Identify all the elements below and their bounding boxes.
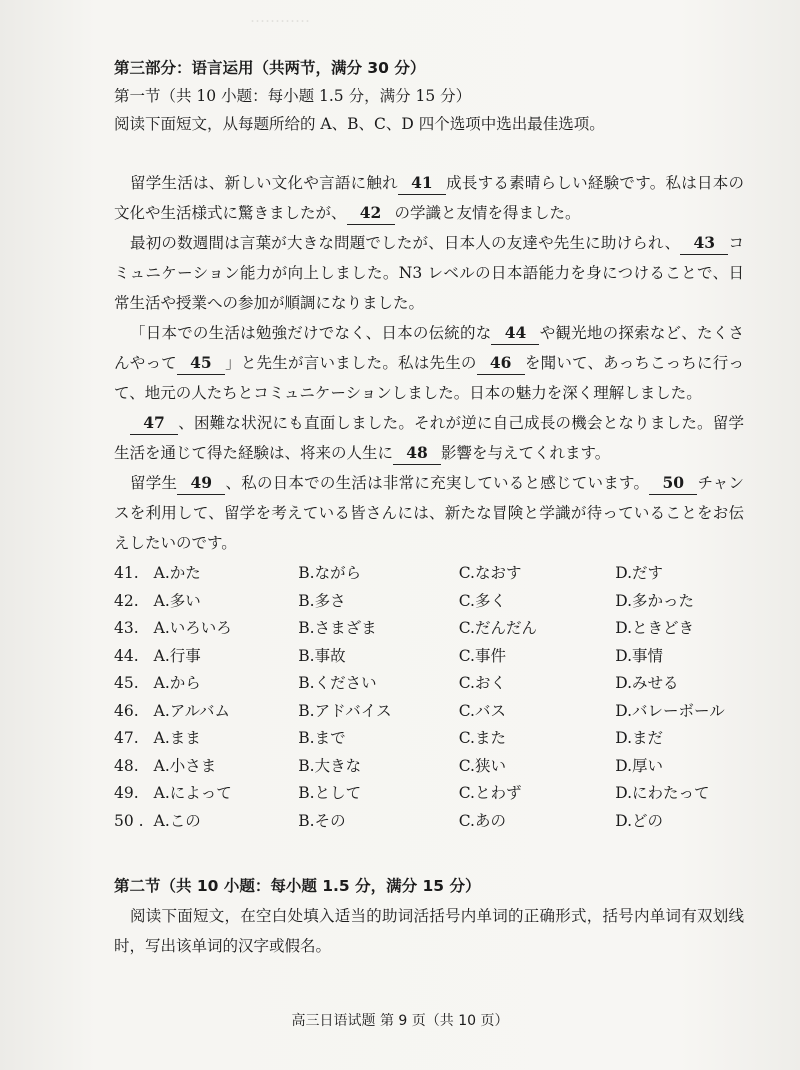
option-c: C.多く <box>458 591 506 610</box>
blank-41: 41 <box>398 172 446 195</box>
section1-instruction: 阅读下面短文，从每题所给的 A、B、C、D 四个选项中选出最佳选项。 <box>114 115 605 133</box>
option-d: D.厚い <box>615 756 664 775</box>
passage-paragraph-5 <box>114 468 744 558</box>
option-row-48 <box>114 753 744 781</box>
option-d: D.どの <box>615 811 664 830</box>
passage-text: を聞いて、あっちこっちに行って、地元の人たちとコミュニケーションしました。日本の魅力を深く理解しました。 <box>114 354 744 402</box>
option-b: B.大きな <box>298 756 362 775</box>
page-footer: 高三日语试题 第 9 页（共 10 页） <box>291 1013 509 1029</box>
section2-title: 第二节（共 10 小题：每小题 1.5 分，满分 15 分） <box>114 877 481 895</box>
option-b: B.まで <box>298 729 346 747</box>
passage-paragraph-4 <box>114 408 744 468</box>
option-c: C.とわず <box>458 784 522 802</box>
blank-49: 49 <box>177 472 225 495</box>
options-list <box>114 560 744 835</box>
question-number: 49. <box>114 784 139 802</box>
option-row-45 <box>114 670 744 698</box>
option-c: C.また <box>458 729 506 747</box>
option-a: A.かた <box>153 564 201 582</box>
question-number: 43. <box>114 619 139 637</box>
blank-47: 47 <box>130 412 178 435</box>
option-c: C.バス <box>458 701 506 720</box>
option-row-44 <box>114 643 744 671</box>
passage-text: 最初の数週間は言葉が大きな問題でしたが、日本人の友達や先生に助けられ、 <box>130 234 681 252</box>
passage-text: の学識と友情を得ました。 <box>394 204 581 222</box>
option-a: A.小さま <box>153 756 217 775</box>
option-row-42 <box>114 588 744 616</box>
passage-paragraph-2 <box>114 228 744 318</box>
option-c: C.あの <box>458 811 506 830</box>
option-row-50 <box>114 808 744 836</box>
blank-45: 45 <box>177 352 225 375</box>
bleed-through-text: ………… <box>250 8 310 26</box>
option-b: B.アドバイス <box>298 701 392 720</box>
option-b: B.として <box>298 784 362 802</box>
passage-paragraph-3 <box>114 318 744 408</box>
option-c: C.狭い <box>458 756 506 775</box>
option-c: C.なおす <box>458 564 522 582</box>
question-number: 42. <box>114 591 139 610</box>
passage-paragraph-1 <box>114 168 744 228</box>
question-number: 50 . <box>114 811 144 830</box>
option-d: D.みせる <box>615 674 679 692</box>
blank-42: 42 <box>347 202 395 225</box>
option-a: A.まま <box>153 729 201 747</box>
option-a: A.から <box>153 674 201 692</box>
passage-text: 留学生 <box>130 474 178 492</box>
question-number: 45. <box>114 674 139 692</box>
passage-text: コミュニケーション能力が向上しました。N3 レベルの日本語能力を身につけることで、日常生活や授業への参加が順調になりました。 <box>114 234 744 312</box>
option-c: C.事件 <box>458 646 506 665</box>
passage-text: や観光地の探索など、たくさんやって <box>114 324 744 372</box>
option-b: B.ながら <box>298 564 362 582</box>
section2-instruction: 阅读下面短文，在空白处填入适当的助词活括号内单词的正确形式，括号内单词有双划线时，写出该单词的汉字或假名。 <box>114 907 744 955</box>
option-b: B.その <box>298 811 346 830</box>
question-number: 48. <box>114 756 139 775</box>
section1-title: 第一节（共 10 小题：每小题 1.5 分，满分 15 分） <box>114 87 472 105</box>
option-a: A.アルバム <box>153 701 231 720</box>
passage-text: チャンスを利用して、留学を考えている皆さんには、新たな冒険と学識が待っていることをお伝えしたいのです。 <box>114 474 744 552</box>
option-a: A.この <box>153 811 201 830</box>
blank-44: 44 <box>491 322 539 345</box>
option-b: B.多さ <box>298 591 346 610</box>
passage-text: 影響を与えてくれます。 <box>441 444 611 462</box>
option-a: A.いろいろ <box>153 619 232 637</box>
question-number: 47. <box>114 729 139 747</box>
blank-50: 50 <box>649 472 697 495</box>
option-d: D.ときどき <box>615 619 695 637</box>
option-a: A.多い <box>153 591 201 610</box>
question-number: 46. <box>114 701 139 720</box>
blank-48: 48 <box>393 442 441 465</box>
option-b: B.事故 <box>298 646 346 665</box>
option-d: D.バレーボール <box>615 701 725 720</box>
question-number: 41. <box>114 564 139 582</box>
option-row-43 <box>114 615 744 643</box>
option-row-46 <box>114 698 744 726</box>
question-number: 44. <box>114 646 139 665</box>
passage-text: 、私の日本での生活は非常に充実していると感じています。 <box>225 474 650 492</box>
option-row-47 <box>114 725 744 753</box>
passage-text: 」と先生が言いました。私は先生の <box>224 354 477 372</box>
passage-text: 成長する素晴らしい経験です。私は日本の文化や生活様式に驚きましたが、 <box>114 174 744 222</box>
option-d: D.だす <box>615 564 664 582</box>
option-b: B.ください <box>298 674 377 692</box>
option-a: A.によって <box>153 784 232 802</box>
passage-text: 留学生活は、新しい文化や言語に触れ <box>130 174 398 192</box>
blank-46: 46 <box>477 352 525 375</box>
passage-text: 、困難な状況にも直面しました。それが逆に自己成長の機会となりました。留学生活を通じて得た経験は、将来の人生に <box>114 414 744 462</box>
option-b: B.さまざま <box>298 619 377 637</box>
option-d: D.まだ <box>615 729 664 747</box>
option-d: D.事情 <box>615 646 664 665</box>
part-title: 第三部分：语言运用（共两节，满分 30 分） <box>114 59 426 77</box>
option-a: A.行事 <box>153 646 201 665</box>
option-row-49 <box>114 780 744 808</box>
option-d: D.多かった <box>615 591 695 610</box>
passage-text: 「日本での生活は勉強だけでなく、日本の伝統的な <box>130 324 492 342</box>
option-d: D.にわたって <box>615 784 710 802</box>
blank-43: 43 <box>680 232 728 255</box>
option-row-41 <box>114 560 744 588</box>
option-c: C.だんだん <box>458 619 537 637</box>
exam-content <box>114 56 744 961</box>
option-c: C.おく <box>458 674 506 692</box>
